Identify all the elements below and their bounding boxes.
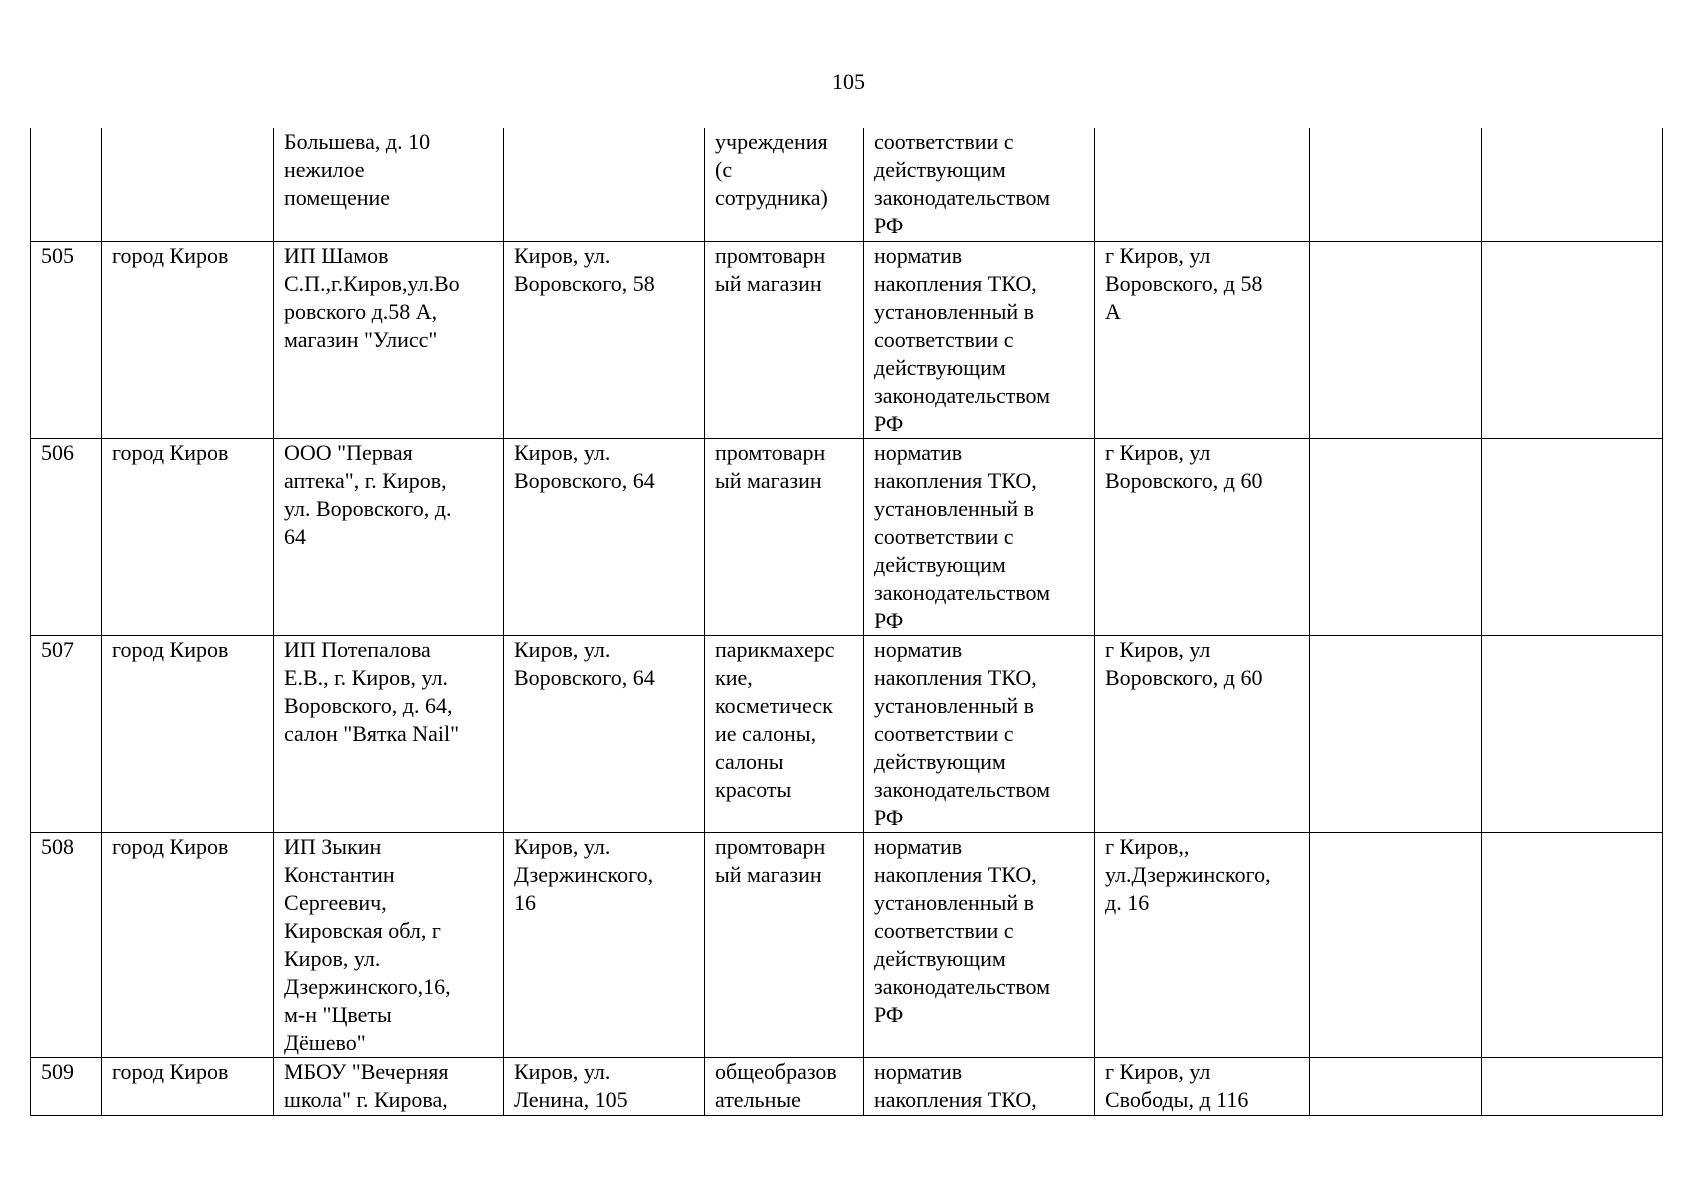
locality-cell: город Киров bbox=[102, 635, 274, 832]
page-number: 105 bbox=[832, 69, 865, 94]
empty-cell bbox=[1482, 1057, 1663, 1115]
empty-cell bbox=[1482, 128, 1663, 241]
address-cell: Киров, ул. Ленина, 105 bbox=[504, 1057, 705, 1115]
address-cell: Киров, ул. Воровского, 64 bbox=[504, 635, 705, 832]
norm-cell: норматив накопления ТКО, установленный в соответствии с действующим законодательством РФ bbox=[864, 438, 1095, 635]
collection-site-cell bbox=[1095, 128, 1310, 241]
category-cell: парикмахерс кие, косметическ ие салоны, салоны красоты bbox=[705, 635, 864, 832]
row-number-cell: 508 bbox=[31, 832, 102, 1057]
collection-site-cell: г Киров, ул Воровского, д 60 bbox=[1095, 635, 1310, 832]
address-cell: Киров, ул. Воровского, 58 bbox=[504, 241, 705, 438]
category-cell: промтоварн ый магазин bbox=[705, 832, 864, 1057]
empty-cell bbox=[1310, 1057, 1482, 1115]
locality-cell: город Киров bbox=[102, 832, 274, 1057]
source-name-cell: ИП Шамов С.П.,г.Киров,ул.Во ровского д.58 А, магазин "Улисс" bbox=[274, 241, 504, 438]
locality-cell: город Киров bbox=[102, 241, 274, 438]
norm-cell: норматив накопления ТКО, bbox=[864, 1057, 1095, 1115]
empty-cell bbox=[1310, 438, 1482, 635]
norm-cell: норматив накопления ТКО, установленный в соответствии с действующим законодательством РФ bbox=[864, 241, 1095, 438]
locality-cell: город Киров bbox=[102, 438, 274, 635]
table-row bbox=[31, 438, 1663, 635]
empty-cell bbox=[1310, 635, 1482, 832]
category-cell: общеобразов ательные bbox=[705, 1057, 864, 1115]
collection-site-cell: г Киров,, ул.Дзержинского, д. 16 bbox=[1095, 832, 1310, 1057]
address-cell bbox=[504, 128, 705, 241]
row-number-cell: 506 bbox=[31, 438, 102, 635]
empty-cell bbox=[1310, 128, 1482, 241]
waste-sources-table bbox=[30, 128, 1663, 1116]
row-number-cell bbox=[31, 128, 102, 241]
empty-cell bbox=[1482, 241, 1663, 438]
source-name-cell: ИП Зыкин Константин Сергеевич, Кировская обл, г Киров, ул. Дзержинского,16, м-н "Цветы Дёшево" bbox=[274, 832, 504, 1057]
source-name-cell: ООО "Первая аптека", г. Киров, ул. Воровского, д. 64 bbox=[274, 438, 504, 635]
source-name-cell: МБОУ "Вечерняя школа" г. Кирова, bbox=[274, 1057, 504, 1115]
collection-site-cell: г Киров, ул Воровского, д 60 bbox=[1095, 438, 1310, 635]
address-cell: Киров, ул. Дзержинского, 16 bbox=[504, 832, 705, 1057]
empty-cell bbox=[1310, 241, 1482, 438]
table-row bbox=[31, 1057, 1663, 1115]
empty-cell bbox=[1482, 438, 1663, 635]
norm-cell: норматив накопления ТКО, установленный в соответствии с действующим законодательством РФ bbox=[864, 832, 1095, 1057]
locality-cell: город Киров bbox=[102, 1057, 274, 1115]
empty-cell bbox=[1310, 832, 1482, 1057]
row-number-cell: 509 bbox=[31, 1057, 102, 1115]
table-row bbox=[31, 241, 1663, 438]
category-cell: промтоварн ый магазин bbox=[705, 438, 864, 635]
empty-cell bbox=[1482, 832, 1663, 1057]
table-row bbox=[31, 635, 1663, 832]
collection-site-cell: г Киров, ул Свободы, д 116 bbox=[1095, 1057, 1310, 1115]
table-row bbox=[31, 128, 1663, 241]
norm-cell: норматив накопления ТКО, установленный в соответствии с действующим законодательством РФ bbox=[864, 635, 1095, 832]
row-number-cell: 505 bbox=[31, 241, 102, 438]
source-name-cell: ИП Потепалова Е.В., г. Киров, ул. Воровского, д. 64, салон "Вятка Nail" bbox=[274, 635, 504, 832]
category-cell: промтоварн ый магазин bbox=[705, 241, 864, 438]
address-cell: Киров, ул. Воровского, 64 bbox=[504, 438, 705, 635]
row-number-cell: 507 bbox=[31, 635, 102, 832]
source-name-cell: Большева, д. 10 нежилое помещение bbox=[274, 128, 504, 241]
locality-cell bbox=[102, 128, 274, 241]
collection-site-cell: г Киров, ул Воровского, д 58 А bbox=[1095, 241, 1310, 438]
category-cell: учреждения (с сотрудника) bbox=[705, 128, 864, 241]
table-row bbox=[31, 832, 1663, 1057]
norm-cell: соответствии с действующим законодательством РФ bbox=[864, 128, 1095, 241]
empty-cell bbox=[1482, 635, 1663, 832]
